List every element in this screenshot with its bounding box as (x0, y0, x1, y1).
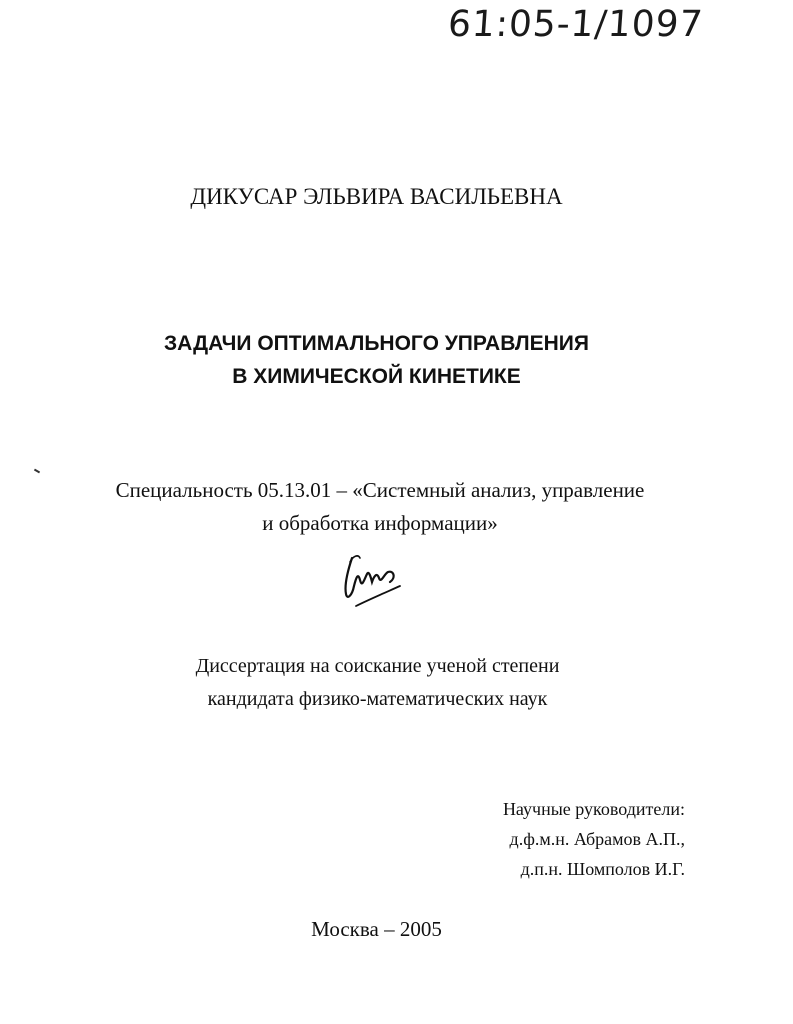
title-line-2: В ХИМИЧЕСКОЙ КИНЕТИКЕ (232, 365, 521, 388)
dissertation-statement (0, 650, 755, 716)
supervisors (503, 794, 685, 884)
dissertation-line-1: Диссертация на соискание ученой степени (195, 655, 560, 677)
supervisor-2: д.п.н. Шомполов И.Г. (520, 859, 685, 879)
scan-speck (34, 469, 40, 474)
title-line-1: ЗАДАЧИ ОПТИМАЛЬНОГО УПРАВЛЕНИЯ (164, 332, 589, 355)
specialty-line-2: и обработка информации» (262, 511, 498, 535)
signature-icon (338, 550, 408, 610)
archive-code: 61:05-1/1097 (446, 4, 705, 45)
specialty (0, 474, 760, 540)
city-year: Москва – 2005 (311, 917, 442, 941)
supervisors-label: Научные руководители: (502, 799, 685, 819)
supervisor-1: д.ф.м.н. Абрамов А.П., (509, 829, 685, 849)
author-name: ДИКУСАР ЭЛЬВИРА ВАСИЛЬЕВНА (190, 184, 563, 209)
thesis-title (0, 327, 753, 393)
specialty-line-1: Специальность 05.13.01 – «Системный анализ, управление (115, 478, 645, 502)
dissertation-line-2: кандидата физико-математических наук (207, 688, 548, 710)
